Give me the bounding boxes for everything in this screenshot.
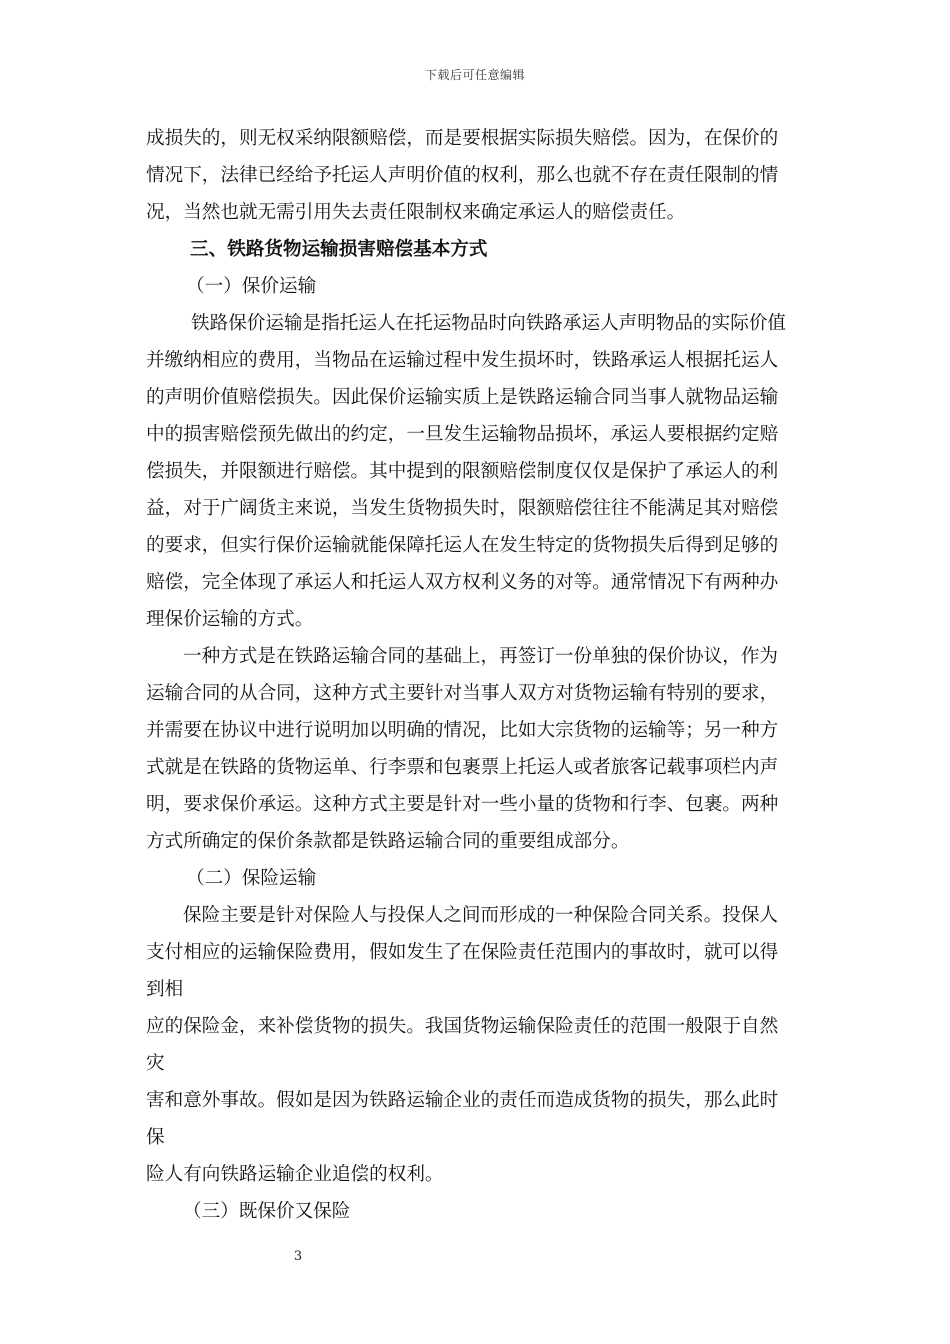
page-header: 下载后可任意编辑	[424, 68, 525, 82]
paragraph-start-line: 铁路保价运输是指托运人在托运物品时向铁路承运人声明物品的实际价值	[191, 313, 787, 334]
text-line: 运输合同的从合同，这种方式主要针对当事人双方对货物运输有特别的要求，	[146, 683, 779, 704]
body-text	[146, 120, 806, 1230]
subsection-heading: （一）保价运输	[186, 276, 317, 297]
text-line: 支付相应的运输保险费用，假如发生了在保险责任范围内的事故时，就可以得	[146, 942, 779, 963]
text-line: 赔偿，完全体现了承运人和托运人双方权利义务的对等。通常情况下有两种办	[146, 572, 779, 593]
text-line: 况，当然也就无需引用失去责任限制权来确定承运人的赔偿责任。	[146, 202, 686, 223]
section-heading: 三、铁路货物运输损害赔偿基本方式	[190, 239, 488, 260]
text-line: 方式所确定的保价条款都是铁路运输合同的重要组成部分。	[146, 831, 630, 852]
text-line: 偿损失，并限额进行赔偿。其中提到的限额赔偿制度仅仅是保护了承运人的利	[146, 461, 779, 482]
page-number: 3	[293, 1249, 303, 1264]
text-line: 理保价运输的方式。	[146, 609, 314, 630]
text-line: 应的保险金，来补偿货物的损失。我国货物运输保险责任的范围一般限于自然	[146, 1016, 779, 1037]
text-line: 益，对于广阔货主来说，当发生货物损失时，限额赔偿往往不能满足其对赔偿	[146, 498, 779, 519]
text-line: 并缴纳相应的费用，当物品在运输过程中发生损坏时，铁路承运人根据托运人	[146, 350, 779, 371]
subsection-heading: （二）保险运输	[186, 868, 317, 889]
text-line: 险人有向铁路运输企业追偿的权利。	[146, 1164, 444, 1185]
text-line: 式就是在铁路的货物运单、行李票和包裹票上托运人或者旅客记载事项栏内声	[146, 757, 779, 778]
text-line: 情况下，法律已经给予托运人声明价值的权利，那么也就不存在责任限制的情	[146, 165, 779, 186]
text-line: 灾	[146, 1053, 165, 1074]
paragraph-start-line: 一种方式是在铁路运输合同的基础上，再签订一份单独的保价协议，作为	[183, 646, 779, 667]
text-line: 害和意外事故。假如是因为铁路运输企业的责任而造成货物的损失，那么此时	[146, 1090, 779, 1111]
text-line: 到相	[146, 979, 184, 1000]
text-line: 保	[146, 1127, 165, 1148]
paragraph-start-line: 保险主要是针对保险人与投保人之间而形成的一种保险合同关系。投保人	[183, 905, 779, 926]
text-line: 明，要求保价承运。这种方式主要是针对一些小量的货物和行李、包裹。两种	[146, 794, 779, 815]
text-line: 中的损害赔偿预先做出的约定，一旦发生运输物品损坏，承运人要根据约定赔	[146, 424, 779, 445]
text-line: 并需要在协议中进行说明加以明确的情况，比如大宗货物的运输等；另一种方	[146, 720, 779, 741]
text-line: 的要求，但实行保价运输就能保障托运人在发生特定的货物损失后得到足够的	[146, 535, 779, 556]
text-line: 的声明价值赔偿损失。因此保价运输实质上是铁路运输合同当事人就物品运输	[146, 387, 779, 408]
text-line: 成损失的，则无权采纳限额赔偿，而是要根据实际损失赔偿。因为，在保价的	[146, 128, 779, 149]
subsection-heading: （三）既保价又保险	[183, 1201, 351, 1222]
